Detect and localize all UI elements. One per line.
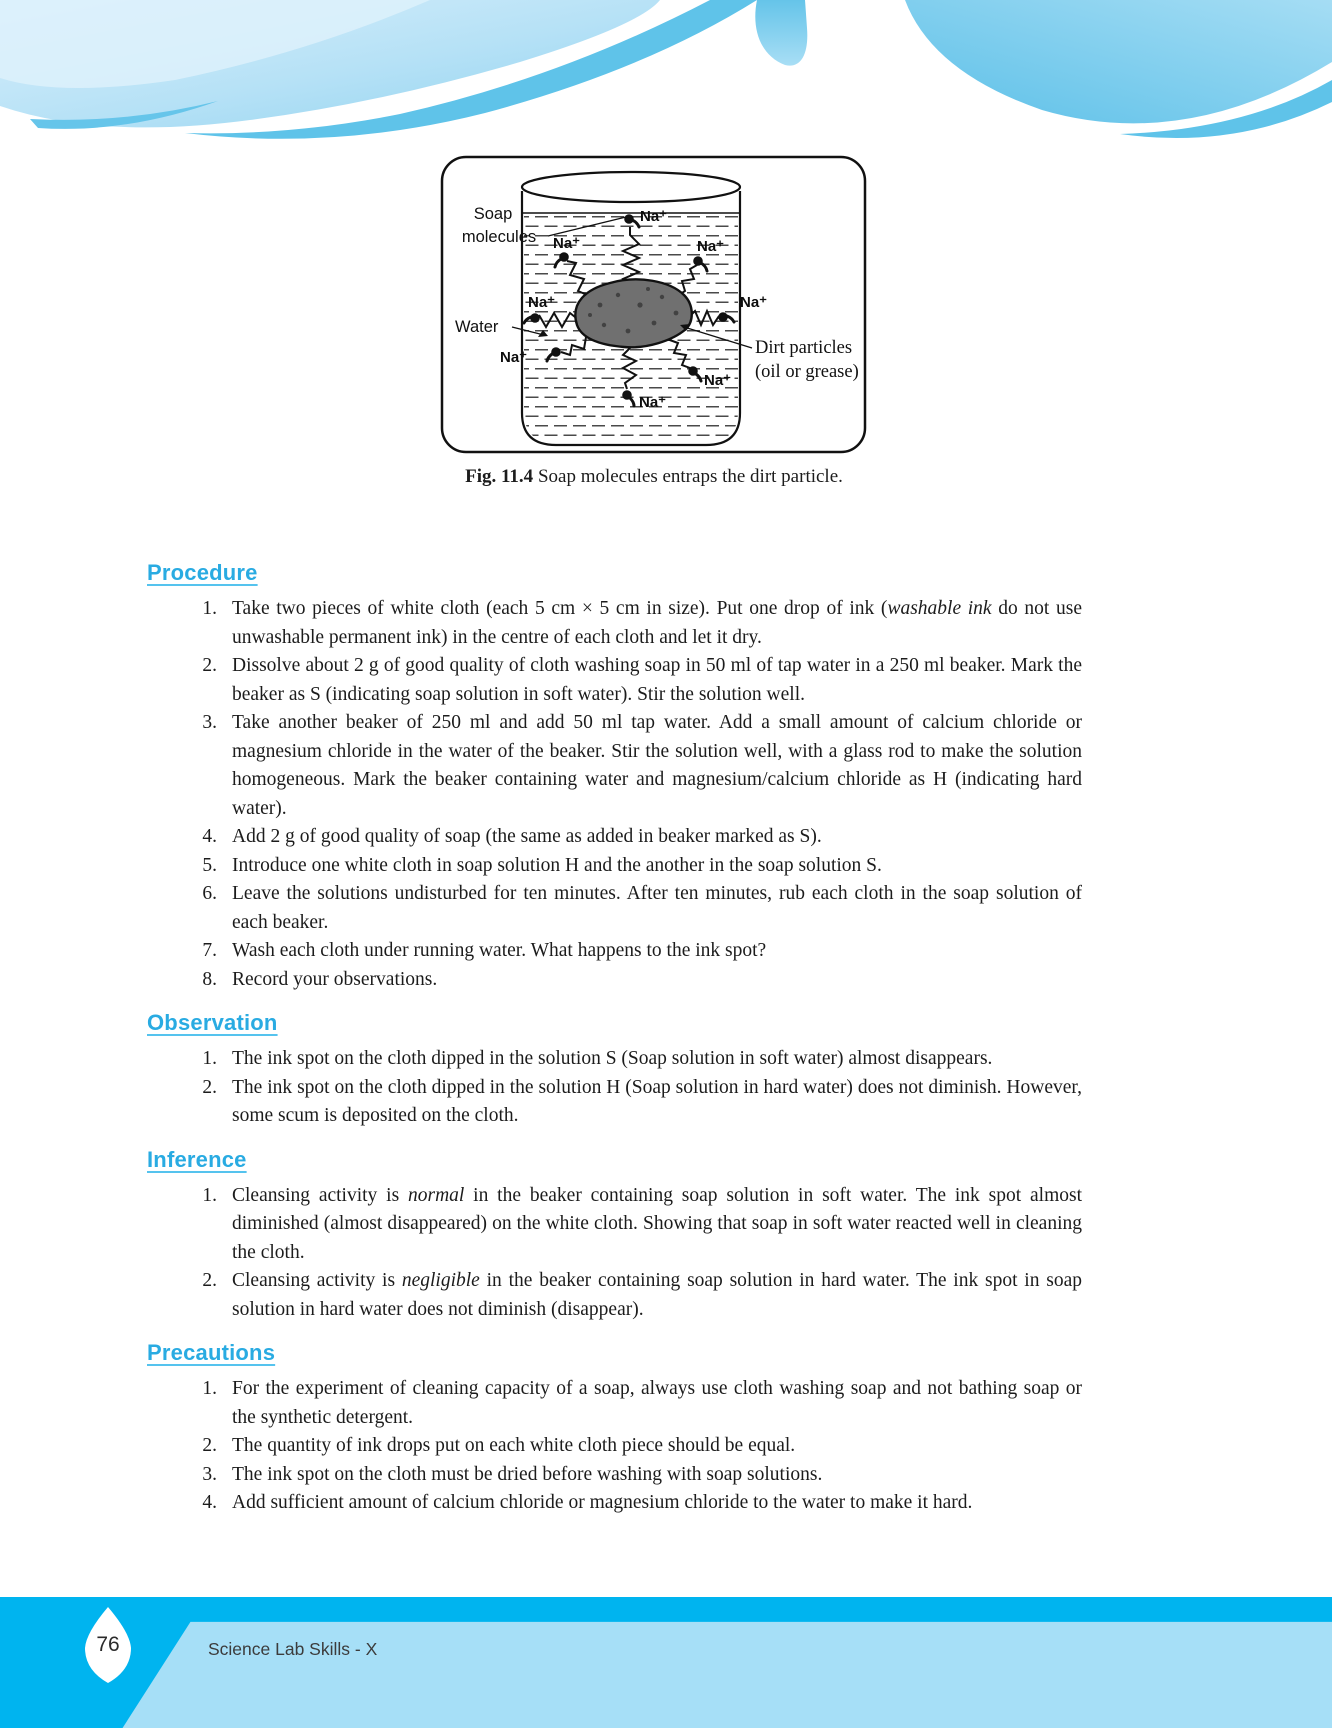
list-item (147, 937, 1082, 966)
item-text: Add sufficient amount of calcium chloride or magnesium chloride to the water to make it hard. (232, 1492, 973, 1513)
item-text: Add 2 g of good quality of soap (the same as added in beaker marked as S). (232, 826, 822, 847)
na-label-upper-left: Na⁺ (553, 235, 581, 252)
item-number: 3. (202, 1463, 217, 1485)
item-text: Cleansing activity is negligible in the beaker containing soap solution in hard water. The ink spot in soap solution in hard water does not diminish (disappear). (232, 1270, 1082, 1320)
section-list-inference (147, 1182, 1082, 1325)
list-item (147, 1461, 1082, 1490)
dirt-label-line1: Dirt particles (755, 338, 853, 358)
list-item (147, 652, 1082, 709)
list-item (147, 1074, 1082, 1131)
list-item (147, 1375, 1082, 1432)
na-label-lower-left: Na⁺ (500, 349, 528, 366)
item-text: The ink spot on the cloth dipped in the solution S (Soap solution in soft water) almost disappears. (232, 1048, 993, 1069)
na-label-top: Na⁺ (640, 208, 668, 225)
na-label-mid-right: Na⁺ (740, 294, 768, 311)
list-item (147, 1182, 1082, 1268)
swirl-right-blob (905, 0, 1332, 138)
section-heading-precautions: Precautions (147, 1340, 276, 1365)
item-number: 2. (202, 1270, 217, 1291)
item-number: 4. (202, 826, 217, 847)
item-text: Cleansing activity is normal in the beaker containing soap solution in soft water. The ink spot almost diminished (almost disappeared) on the white cloth. Showing that soap in soft water reacted well in cleaning the cloth. (232, 1184, 1082, 1263)
section-list-precautions (147, 1375, 1082, 1518)
item-text: Wash each cloth under running water. What happens to the ink spot? (232, 940, 767, 961)
section-heading-inference: Inference (147, 1146, 247, 1172)
soap-molecules-label-line2: molecules (461, 228, 537, 246)
item-text: The ink spot on the cloth must be dried before washing with soap solutions. (232, 1463, 823, 1485)
content-sections (147, 560, 1082, 1518)
item-number: 6. (202, 883, 217, 904)
soap-molecules-diagram (440, 155, 867, 454)
item-number: 8. (202, 968, 217, 990)
list-item (147, 595, 1082, 652)
na-label-bottom: Na⁺ (639, 394, 667, 411)
item-text: Leave the solutions undisturbed for ten minutes. After ten minutes, rub each cloth in the soap solution of each beaker. (232, 883, 1082, 933)
item-text: Record your observations. (232, 968, 438, 990)
item-number: 2. (202, 1076, 217, 1098)
item-number: 1. (202, 1184, 217, 1206)
soap-molecules-label-line1: Soap (473, 205, 513, 223)
list-item (147, 1489, 1082, 1518)
na-label-mid-left: Na⁺ (528, 294, 556, 311)
na-label-upper-right: Na⁺ (697, 238, 725, 255)
list-item (147, 852, 1082, 881)
item-text: Take two pieces of white cloth (each 5 cm × 5 cm in size). Put one drop of ink (washable ink do not use unwashable permanent ink) in the centre of each cloth and let it dry. (232, 598, 1082, 648)
water-label: Water (455, 318, 499, 336)
swirl-petal (755, 0, 807, 66)
item-text: The quantity of ink drops put on each white cloth piece should be equal. (232, 1435, 796, 1456)
figure-caption-label: Fig. 11.4 (465, 466, 534, 487)
item-number: 3. (202, 712, 217, 733)
list-item (147, 1267, 1082, 1324)
figure-caption (404, 466, 904, 488)
na-label-lower-right: Na⁺ (704, 372, 732, 389)
header-decoration (0, 0, 1332, 180)
item-text: For the experiment of cleaning capacity of a soap, always use cloth washing soap and not bathing soap or the synthetic detergent. (232, 1378, 1082, 1428)
item-text: Take another beaker of 250 ml and add 50 ml tap water. Add a small amount of calcium chloride or magnesium chloride in the water of the beaker. Stir the solution well, with a glass rod to make the solution homogeneous. Mark the beaker containing water and magnesium/calcium chloride as H (indicating hard water). (232, 712, 1082, 819)
dirt-label-line2: (oil or grease) (755, 362, 859, 382)
list-item (147, 1432, 1082, 1461)
section-list-observation (147, 1045, 1082, 1131)
item-number: 7. (202, 940, 217, 961)
figure-soap-diagram (440, 155, 867, 488)
list-item (147, 823, 1082, 852)
page-number-badge (83, 1607, 133, 1683)
item-text: The ink spot on the cloth dipped in the solution H (Soap solution in hard water) does not diminish. However, some scum is deposited on the cloth. (232, 1076, 1082, 1126)
item-text: Introduce one white cloth in soap solution H and the another in the soap solution S. (232, 854, 882, 876)
page-number: 76 (96, 1633, 120, 1656)
item-text: Dissolve about 2 g of good quality of cloth washing soap in 50 ml of tap water in a 250 ml beaker. Mark the beaker as S (indicating soap solution in soft water). Stir the solution well. (232, 655, 1082, 705)
item-number: 2. (202, 655, 217, 676)
list-item (147, 709, 1082, 823)
swirl-left-cluster (0, 0, 757, 139)
section-heading-procedure: Procedure (147, 560, 258, 585)
item-number: 2. (202, 1435, 217, 1456)
item-number: 1. (202, 598, 217, 619)
item-number: 5. (202, 854, 217, 876)
item-number: 1. (202, 1378, 217, 1399)
section-heading-observation: Observation (147, 1010, 278, 1035)
figure-caption-text: Soap molecules entraps the dirt particle. (533, 466, 843, 487)
item-number: 1. (202, 1048, 217, 1069)
dirt-particle-blob (575, 279, 691, 347)
list-item (147, 966, 1082, 995)
item-number: 4. (202, 1492, 217, 1513)
list-item (147, 1045, 1082, 1074)
footer-book-title: Science Lab Skills - X (208, 1639, 378, 1659)
list-item (147, 880, 1082, 937)
page-footer (0, 1597, 1332, 1728)
beaker-rim (522, 172, 740, 202)
section-list-procedure (147, 595, 1082, 994)
